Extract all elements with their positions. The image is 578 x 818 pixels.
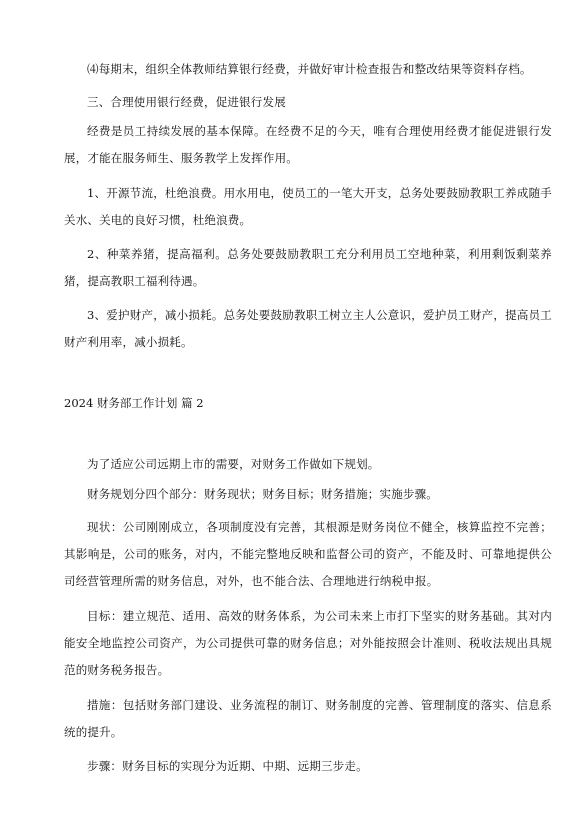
paragraph-goal: 目标：建立规范、适用、高效的财务体系，为公司未来上市打下坚实的财务基础。其对内能安全地监控公司资产，为公司提供可靠的财务信息；对外能按照会计准则、税收法规出具规范的财务税务报告。 [64,609,552,677]
paragraph-save-costs: 1、开源节流，杜绝浪费。用水用电，使员工的一笔大开支，总务处要鼓励教职工养成随手关水、关电的良好习惯，杜绝浪费。 [64,186,552,227]
document-title: 2024 财务部工作计划 篇 2 [64,396,204,410]
paragraph-protect-property: 3、爱护财产，减小损耗。总务处要鼓励教职工树立主人公意识，爱护员工财产，提高员工财产利用率，减小损耗。 [64,308,552,349]
paragraph-steps: 步骤：财务目标的实现分为近期、中期、远期三步走。 [87,759,368,773]
paragraph-measures: 措施：包括财务部门建设、业务流程的制订、财务制度的完善、管理制度的落实、信息系统的提升。 [64,698,552,739]
paragraph-intro: 为了适应公司远期上市的需要，对财务工作做如下规划。 [87,457,380,471]
paragraph-status: 现状：公司刚刚成立，各项制度没有完善，其根源是财务岗位不健全，核算监控不完善；其影响是，公司的账务，对内，不能完整地反映和监督公司的资产，不能及时、可靠地提供公司经营管理所需的财务信息，对外，也不能合法、合理地进行纳税申报。 [64,520,552,588]
section-heading-use-funds: 三、合理使用银行经费，促进银行发展 [87,95,286,109]
paragraph-plan-parts: 财务规划分四个部分：财务现状；财务目标；财务措施；实施步骤。 [87,487,438,501]
paragraph-funds-guarantee: 经费是员工持续发展的基本保障。在经费不足的今天，唯有合理使用经费才能促进银行发展，才能在服务师生、服务教学上发挥作用。 [64,124,552,165]
paragraph-year-end-settlement: ⑷每期末，组织全体教师结算银行经费，并做好审计检查报告和整改结果等资料存档。 [87,62,532,76]
paragraph-grow-vegetables: 2、种菜养猪，提高福利。总务处要鼓励教职工充分利用员工空地种菜，利用剩饭剩菜养猪，提高教职工福利待遇。 [64,247,552,288]
